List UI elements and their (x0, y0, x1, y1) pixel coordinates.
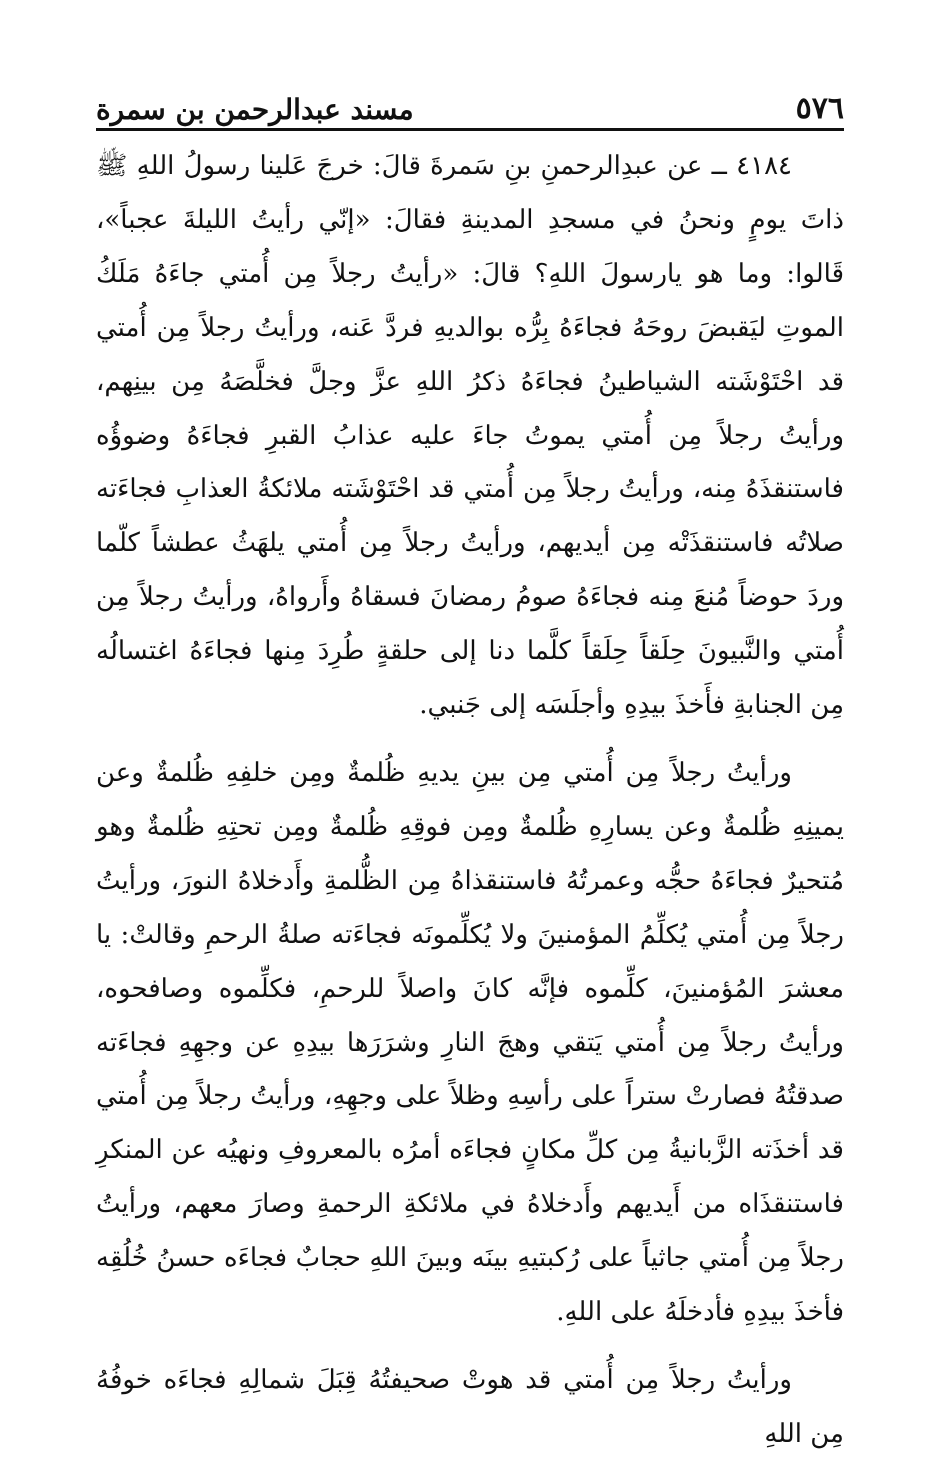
hadith-paragraph-2: ورأيتُ رجلاً مِن أُمتي مِن بينِ يديهِ ظُلمةٌ ومِن خلفِهِ ظُلمةٌ وعن يمينِهِ ظُلمةٌ وعن يسارِهِ ظُلمةٌ ومِن فوقِهِ ظُلمةٌ ومِن تحتِهِ ظُلمةٌ وهو مُتحيرٌ فجاءَهُ حجُّه وعمرتُهُ فاستنقذاهُ مِن الظُّلمةِ وأَدخلاهُ النورَ، ورأيتُ رجلاً مِن أُمتي يُكلِّمُ المؤمنينَ ولا يُكلِّمونَه فجاءَته صلةُ الرحمِ وقالتْ: يا معشرَ المُؤمنينَ، كلِّموه فإنَّه كانَ واصلاً للرحمِ، فكلِّموه وصافحوه، ورأيتُ رجلاً مِن أُمتي يَتقي وهجَ النارِ وشرَرَها بيدِهِ عن وجهِهِ فجاءَته صدقتُهُ فصارتْ ستراً على رأسِهِ وظلاً على وجهِهِ، ورأيتُ رجلاً مِن أُمتي قد أخذَته الزَّبانيةُ مِن كلِّ مكانٍ فجاءَه أمرُه بالمعروفِ ونهيُه عن المنكرِ فاستنقذَاه من أَيديهم وأَدخلاهُ في ملائكةِ الرحمةِ وصارَ معهم، ورأيتُ رجلاً مِن أُمتي جاثياً على رُكبتيهِ بينَه وبينَ اللهِ حجابٌ فجاءَه حسنُ خُلُقِه فأخذَ بيدِهِ فأدخلَهُ على اللهِ. (96, 757, 844, 1328)
running-title: مسند عبدالرحمن بن سمرة (96, 93, 414, 126)
hadith-paragraph-3: ورأيتُ رجلاً مِن أُمتي قد هوتْ صحيفتُهُ قِبَلَ شمالِهِ فجاءَه خوفُهُ مِن اللهِ (96, 1364, 844, 1449)
header-rule (96, 128, 844, 131)
page-number: ٥٧٦ (795, 91, 844, 126)
page-body (96, 140, 844, 1462)
page-header (96, 80, 844, 124)
hadith-paragraph-1: ٤١٨٤ ــ عن عبدِالرحمنِ بنِ سَمرةَ قالَ: خرجَ عَلينا رسولُ اللهِ ﷺ ذاتَ يومٍ ونحنُ في مسجدِ المدينةِ فقالَ: «إنّي رأيتُ الليلةَ عجباً»، قَالوا: وما هو يارسولَ اللهِ؟ قالَ: «رأيتُ رجلاً مِن أُمتي جاءَهُ مَلَكُ الموتِ ليَقبضَ روحَهُ فجاءَهُ بِرُّه بوالديهِ فردَّ عَنه، ورأيتُ رجلاً مِن أُمتي قد احْتَوْشَته الشياطينُ فجاءَهُ ذكرُ اللهِ عزَّ وجلَّ فخلَّصَهُ مِن بينِهم، ورأيتُ رجلاً مِن أُمتي يموتُ جاءَ عليه عذابُ القبرِ فجاءَهُ وضوؤُه فاستنقذَهُ مِنه، ورأيتُ رجلاً مِن أُمتي قد احْتَوْشَته ملائكةُ العذابِ فجاءَته صلاتُه فاستنقذَتْه مِن أيديهم، ورأيتُ رجلاً مِن أُمتي يلهَثُ عطشاً كلّما وردَ حوضاً مُنعَ مِنه فجاءَهُ صومُ رمضانَ فسقاهُ وأَرواهُ، ورأيتُ رجلاً مِن أُمتي والنَّبيونَ حِلَقاً حِلَقاً كلَّما دنا إلى حلقةٍ طُرِدَ مِنها فجاءَهُ اغتسالُه مِن الجنابةِ فأَخذَ بيدِهِ وأجلَسَه إلى جَنبي. (96, 151, 844, 721)
